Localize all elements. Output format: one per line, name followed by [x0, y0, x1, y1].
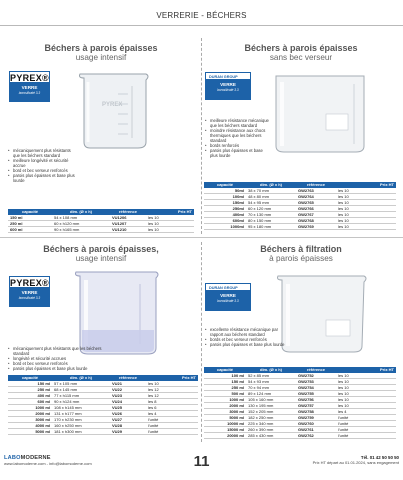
table-row: [204, 224, 396, 230]
feature-item: • parois plus épaisses et base plus lourde: [8, 366, 118, 371]
cell-unit: les 4: [336, 409, 396, 415]
footer-right: [313, 455, 399, 465]
cell-unit: les 10: [146, 215, 194, 221]
cell-unit: l'unité: [336, 427, 396, 433]
section-title: Béchers à parois épaisses,: [43, 244, 159, 254]
cell-unit: les 6: [146, 405, 198, 411]
cell-reference: GW2759: [296, 415, 336, 421]
cell-unit: les 10: [146, 221, 194, 227]
cell-unit: l'unité: [146, 429, 198, 435]
col-capacity: capacité: [8, 209, 52, 215]
col-reference: référence: [296, 182, 336, 188]
cell-unit: les 10: [336, 224, 396, 230]
cell-dimensions: 48 x 80 mm: [246, 194, 296, 200]
cell-reference: GW2762: [296, 433, 336, 439]
section-filtration-beakers: [208, 244, 394, 263]
duran-logo: DURAN GROUP: [205, 283, 251, 291]
feature-item: • meilleure résistance mécanique que les béchers standard: [205, 118, 271, 128]
feature-item: • bords renforcés: [205, 143, 271, 148]
cell-unit: les 10: [146, 227, 194, 233]
cell-capacity: 5000 ml: [8, 429, 52, 435]
pyrex-badge: [9, 71, 50, 102]
col-price: Prix HT: [146, 209, 194, 215]
footer-contact[interactable]: www.labomoderne.com - info@labomoderne.com: [4, 461, 92, 466]
cell-dimensions: 68 x 145 mm: [52, 387, 110, 393]
col-dimensions: dim. (Ø x h): [52, 209, 110, 215]
duran-badge: [205, 283, 251, 311]
feature-item: • excellente résistance mécanique par rapport aux béchers standard: [205, 327, 285, 337]
cell-reference: GW2755: [296, 391, 336, 397]
cell-reference: VU27: [110, 417, 146, 423]
feature-item: • longévité et sécurité accrues: [8, 356, 118, 361]
cell-unit: les 12: [146, 393, 198, 399]
cell-capacity: 3000 ml: [204, 409, 246, 415]
cell-capacity: 100ml: [204, 194, 246, 200]
cell-unit: l'unité: [336, 415, 396, 421]
cell-unit: les 10: [336, 373, 396, 379]
section-subtitle: à parois épaisses: [269, 254, 333, 263]
cell-reference: GW2754: [296, 385, 336, 391]
cell-capacity: 20000 ml: [204, 433, 246, 439]
cell-capacity: 400 ml: [8, 393, 52, 399]
cell-capacity: 150 ml: [8, 381, 52, 387]
header-rule: [0, 25, 403, 26]
cell-reference: VU22: [110, 387, 146, 393]
cell-dimensions: 80 x 150 mm: [246, 218, 296, 224]
cell-dimensions: 89 x 124 mm: [246, 391, 296, 397]
cell-capacity: 250 ml: [8, 387, 52, 393]
cell-unit: les 10: [336, 212, 396, 218]
col-reference: référence: [110, 375, 146, 381]
feature-item: • meilleure longévité et sécurité accrue: [8, 158, 78, 168]
feature-item: • parois plus épaisses et base plus lourde: [205, 148, 271, 158]
feature-item: • mécaniquement plus résistants que les béchers standard: [8, 148, 78, 158]
beaker-image: [74, 72, 156, 150]
cell-unit: les 10: [146, 381, 198, 387]
column-divider-bottom: [201, 242, 202, 442]
feature-list: [8, 346, 118, 371]
cell-capacity: 150 ml: [8, 215, 52, 221]
cell-unit: l'unité: [146, 423, 198, 429]
cell-dimensions: 285 x 430 mm: [246, 433, 296, 439]
cell-dimensions: 130 x 195 mm: [246, 403, 296, 409]
cell-unit: l'unité: [146, 417, 198, 423]
cell-capacity: 600 ml: [8, 399, 52, 405]
col-dimensions: dim. (Ø x h): [246, 182, 296, 188]
beaker-image: [70, 270, 166, 356]
cell-reference: GW2767: [296, 212, 336, 218]
feature-item: • bord et bec verseur renforcés: [8, 168, 78, 173]
cell-reference: GW2760: [296, 421, 336, 427]
col-price: Prix HT: [146, 375, 198, 381]
col-capacity: capacité: [8, 375, 52, 381]
cell-capacity: 50ml: [204, 188, 246, 194]
cell-reference: GW2765: [296, 200, 336, 206]
section-title: Béchers à filtration: [260, 244, 342, 254]
footer-brand-a: LABO: [4, 455, 21, 461]
cell-reference: VU25: [110, 405, 146, 411]
col-reference: référence: [110, 209, 146, 215]
cell-unit: l'unité: [336, 433, 396, 439]
cell-dimensions: 90 x h124 mm: [52, 399, 110, 405]
cell-capacity: 10000 ml: [204, 421, 246, 427]
section-title: Béchers à parois épaisses: [244, 43, 358, 53]
cell-reference: VU21: [110, 381, 146, 387]
cell-unit: les 10: [336, 194, 396, 200]
cell-dimensions: 182 x 250 mm: [246, 415, 296, 421]
col-price: Prix HT: [336, 182, 396, 188]
glass-type-label: borosilicaté 3.3: [18, 91, 41, 95]
cell-dimensions: 90 x h165 mm: [52, 227, 110, 233]
cell-dimensions: 54 x 93 mm: [246, 379, 296, 385]
glass-type-label: borosilicaté 3.3: [217, 88, 239, 92]
cell-reference: GW2761: [296, 427, 336, 433]
col-capacity: capacité: [204, 367, 246, 373]
cell-unit: l'unité: [336, 421, 396, 427]
cell-reference: GW2764: [296, 194, 336, 200]
cell-dimensions: 105 x 160 mm: [246, 397, 296, 403]
section-thick-wall-beakers: [8, 43, 194, 62]
cell-dimensions: 152 x 205 mm: [246, 409, 296, 415]
col-price: Prix HT: [336, 367, 396, 373]
cell-reference: GW2757: [296, 403, 336, 409]
beaker-image: [274, 274, 370, 354]
cell-capacity: 500 ml: [204, 391, 246, 397]
cell-dimensions: 108 x h145 mm: [52, 405, 110, 411]
cell-capacity: 1000ml: [204, 224, 246, 230]
cell-reference: VU28: [110, 423, 146, 429]
cell-reference: GW2752: [296, 373, 336, 379]
pyrex-badge: [9, 276, 50, 307]
cell-reference: VU24: [110, 399, 146, 405]
cell-capacity: 5000 ml: [204, 415, 246, 421]
footer-note: Prix HT départ au 01.01.2024, sans engagement: [312, 460, 399, 465]
cell-dimensions: 54 x 108 mm: [52, 215, 110, 221]
duran-badge: [205, 72, 251, 100]
feature-item: • bords et bec verseur renforcés: [205, 337, 285, 342]
feature-item: • moindre résistance aux chocs thermiques que les béchers standard: [205, 128, 271, 143]
cell-capacity: 600ml: [204, 218, 246, 224]
col-capacity: capacité: [204, 182, 246, 188]
cell-unit: les 10: [336, 397, 396, 403]
feature-list: [8, 148, 78, 183]
cell-dimensions: 170 x h230 mm: [52, 417, 110, 423]
cell-capacity: 3000 ml: [8, 417, 52, 423]
cell-dimensions: 160 x h250 mm: [52, 423, 110, 429]
cell-capacity: 15000 ml: [204, 427, 246, 433]
cell-capacity: 400ml: [204, 212, 246, 218]
glass-label: VERRE: [220, 82, 236, 87]
footer-brand-b: MODERNE: [20, 455, 51, 461]
cell-dimensions: 52 x 85 mm: [246, 373, 296, 379]
cell-reference: GW2763: [296, 188, 336, 194]
cell-dimensions: 70 x 94 mm: [246, 385, 296, 391]
cell-reference: GW2766: [296, 206, 336, 212]
cell-reference: VU26: [110, 411, 146, 417]
table-row: [8, 429, 198, 435]
row-divider: [0, 237, 403, 238]
cell-dimensions: 131 x h177 mm: [52, 411, 110, 417]
glass-type-label: borosilicaté 3.3: [217, 299, 239, 303]
section-subtitle: usage intensif: [75, 53, 127, 62]
product-table: [8, 375, 198, 435]
section-thick-wall-no-spout: [208, 43, 394, 62]
cell-dimensions: 95 x 180 mm: [246, 224, 296, 230]
feature-item: • bord et bec verseur renforcés: [8, 361, 118, 366]
beaker-image: [270, 74, 370, 154]
cell-capacity: 4000 ml: [8, 423, 52, 429]
cell-capacity: 250ml: [204, 206, 246, 212]
col-dimensions: dim. (Ø x h): [246, 367, 296, 373]
cell-unit: les 10: [336, 391, 396, 397]
cell-unit: les 10: [336, 188, 396, 194]
glass-label: VERRE: [21, 290, 38, 295]
cell-dimensions: 57 x 105 mm: [52, 381, 110, 387]
cell-dimensions: 60 x h120 mm: [52, 221, 110, 227]
product-table: [204, 367, 396, 439]
cell-capacity: 600 ml: [8, 227, 52, 233]
cell-capacity: 150ml: [204, 200, 246, 206]
cell-capacity: 150 ml: [204, 379, 246, 385]
cell-dimensions: 181 x h300 mm: [52, 429, 110, 435]
cell-capacity: 100 ml: [204, 373, 246, 379]
cell-capacity: 250 ml: [8, 221, 52, 227]
cell-capacity: 2000 ml: [204, 403, 246, 409]
glass-type-label: borosilicaté 3.3: [18, 296, 41, 300]
cell-reference: GW2758: [296, 409, 336, 415]
cell-unit: les 4: [146, 411, 198, 417]
duran-logo: DURAN GROUP: [205, 72, 251, 80]
cell-reference: GW2756: [296, 397, 336, 403]
cell-dimensions: 225 x 340 mm: [246, 421, 296, 427]
cell-reference: VU23: [110, 393, 146, 399]
cell-reference: VU29: [110, 429, 146, 435]
cell-unit: les 10: [336, 403, 396, 409]
cell-dimensions: 260 x 390 mm: [246, 427, 296, 433]
section-title: Béchers à parois épaisses: [44, 43, 158, 53]
page-number: 11: [193, 453, 210, 470]
cell-unit: les 10: [336, 218, 396, 224]
feature-list: [205, 327, 285, 347]
cell-reference: VU1210: [110, 227, 146, 233]
cell-reference: GW2769: [296, 224, 336, 230]
page-header: VERRERIE - BÉCHERS: [156, 11, 247, 20]
col-reference: référence: [296, 367, 336, 373]
pyrex-logo: PYREX®: [10, 73, 49, 83]
product-table: [8, 209, 194, 233]
glass-label: VERRE: [220, 293, 236, 298]
section-thick-wall-heavy-duty: [8, 244, 194, 263]
cell-unit: les 8: [146, 399, 198, 405]
pyrex-logo: PYREX®: [10, 278, 49, 288]
table-row: [204, 433, 396, 439]
cell-reference: GW2753: [296, 379, 336, 385]
cell-dimensions: 38 x 70 mm: [246, 188, 296, 194]
cell-unit: les 10: [336, 200, 396, 206]
table-row: [8, 227, 194, 233]
cell-capacity: 2000 ml: [8, 411, 52, 417]
footer-phone: Tél. 01 42 50 50 50: [360, 455, 399, 460]
cell-dimensions: 70 x 130 mm: [246, 212, 296, 218]
cell-unit: les 10: [336, 385, 396, 391]
cell-dimensions: 60 x 120 mm: [246, 206, 296, 212]
cell-capacity: 1000 ml: [204, 397, 246, 403]
cell-dimensions: 77 x h115 mm: [52, 393, 110, 399]
cell-unit: les 10: [336, 379, 396, 385]
cell-reference: VU1207: [110, 221, 146, 227]
cell-unit: les 12: [146, 387, 198, 393]
col-dimensions: dim. (Ø x h): [52, 375, 110, 381]
feature-list: [205, 118, 271, 158]
feature-item: • parois plus épaisses et base plus lourde: [205, 342, 285, 347]
feature-item: • mécaniquement plus résistants que les béchers standard: [8, 346, 118, 356]
svg-text:PYREX: PYREX: [102, 102, 123, 108]
cell-dimensions: 54 x 95 mm: [246, 200, 296, 206]
cell-reference: VU1206: [110, 215, 146, 221]
section-subtitle: sans bec verseur: [269, 53, 333, 62]
section-subtitle: usage intensif: [75, 254, 127, 263]
cell-capacity: 250 ml: [204, 385, 246, 391]
cell-unit: les 10: [336, 206, 396, 212]
cell-reference: GW2768: [296, 218, 336, 224]
product-table: [204, 182, 396, 230]
column-divider-top: [201, 38, 202, 234]
feature-item: • parois plus épaisses et base plus lourde: [8, 173, 78, 183]
cell-capacity: 1000 ml: [8, 405, 52, 411]
glass-label: VERRE: [21, 85, 38, 90]
